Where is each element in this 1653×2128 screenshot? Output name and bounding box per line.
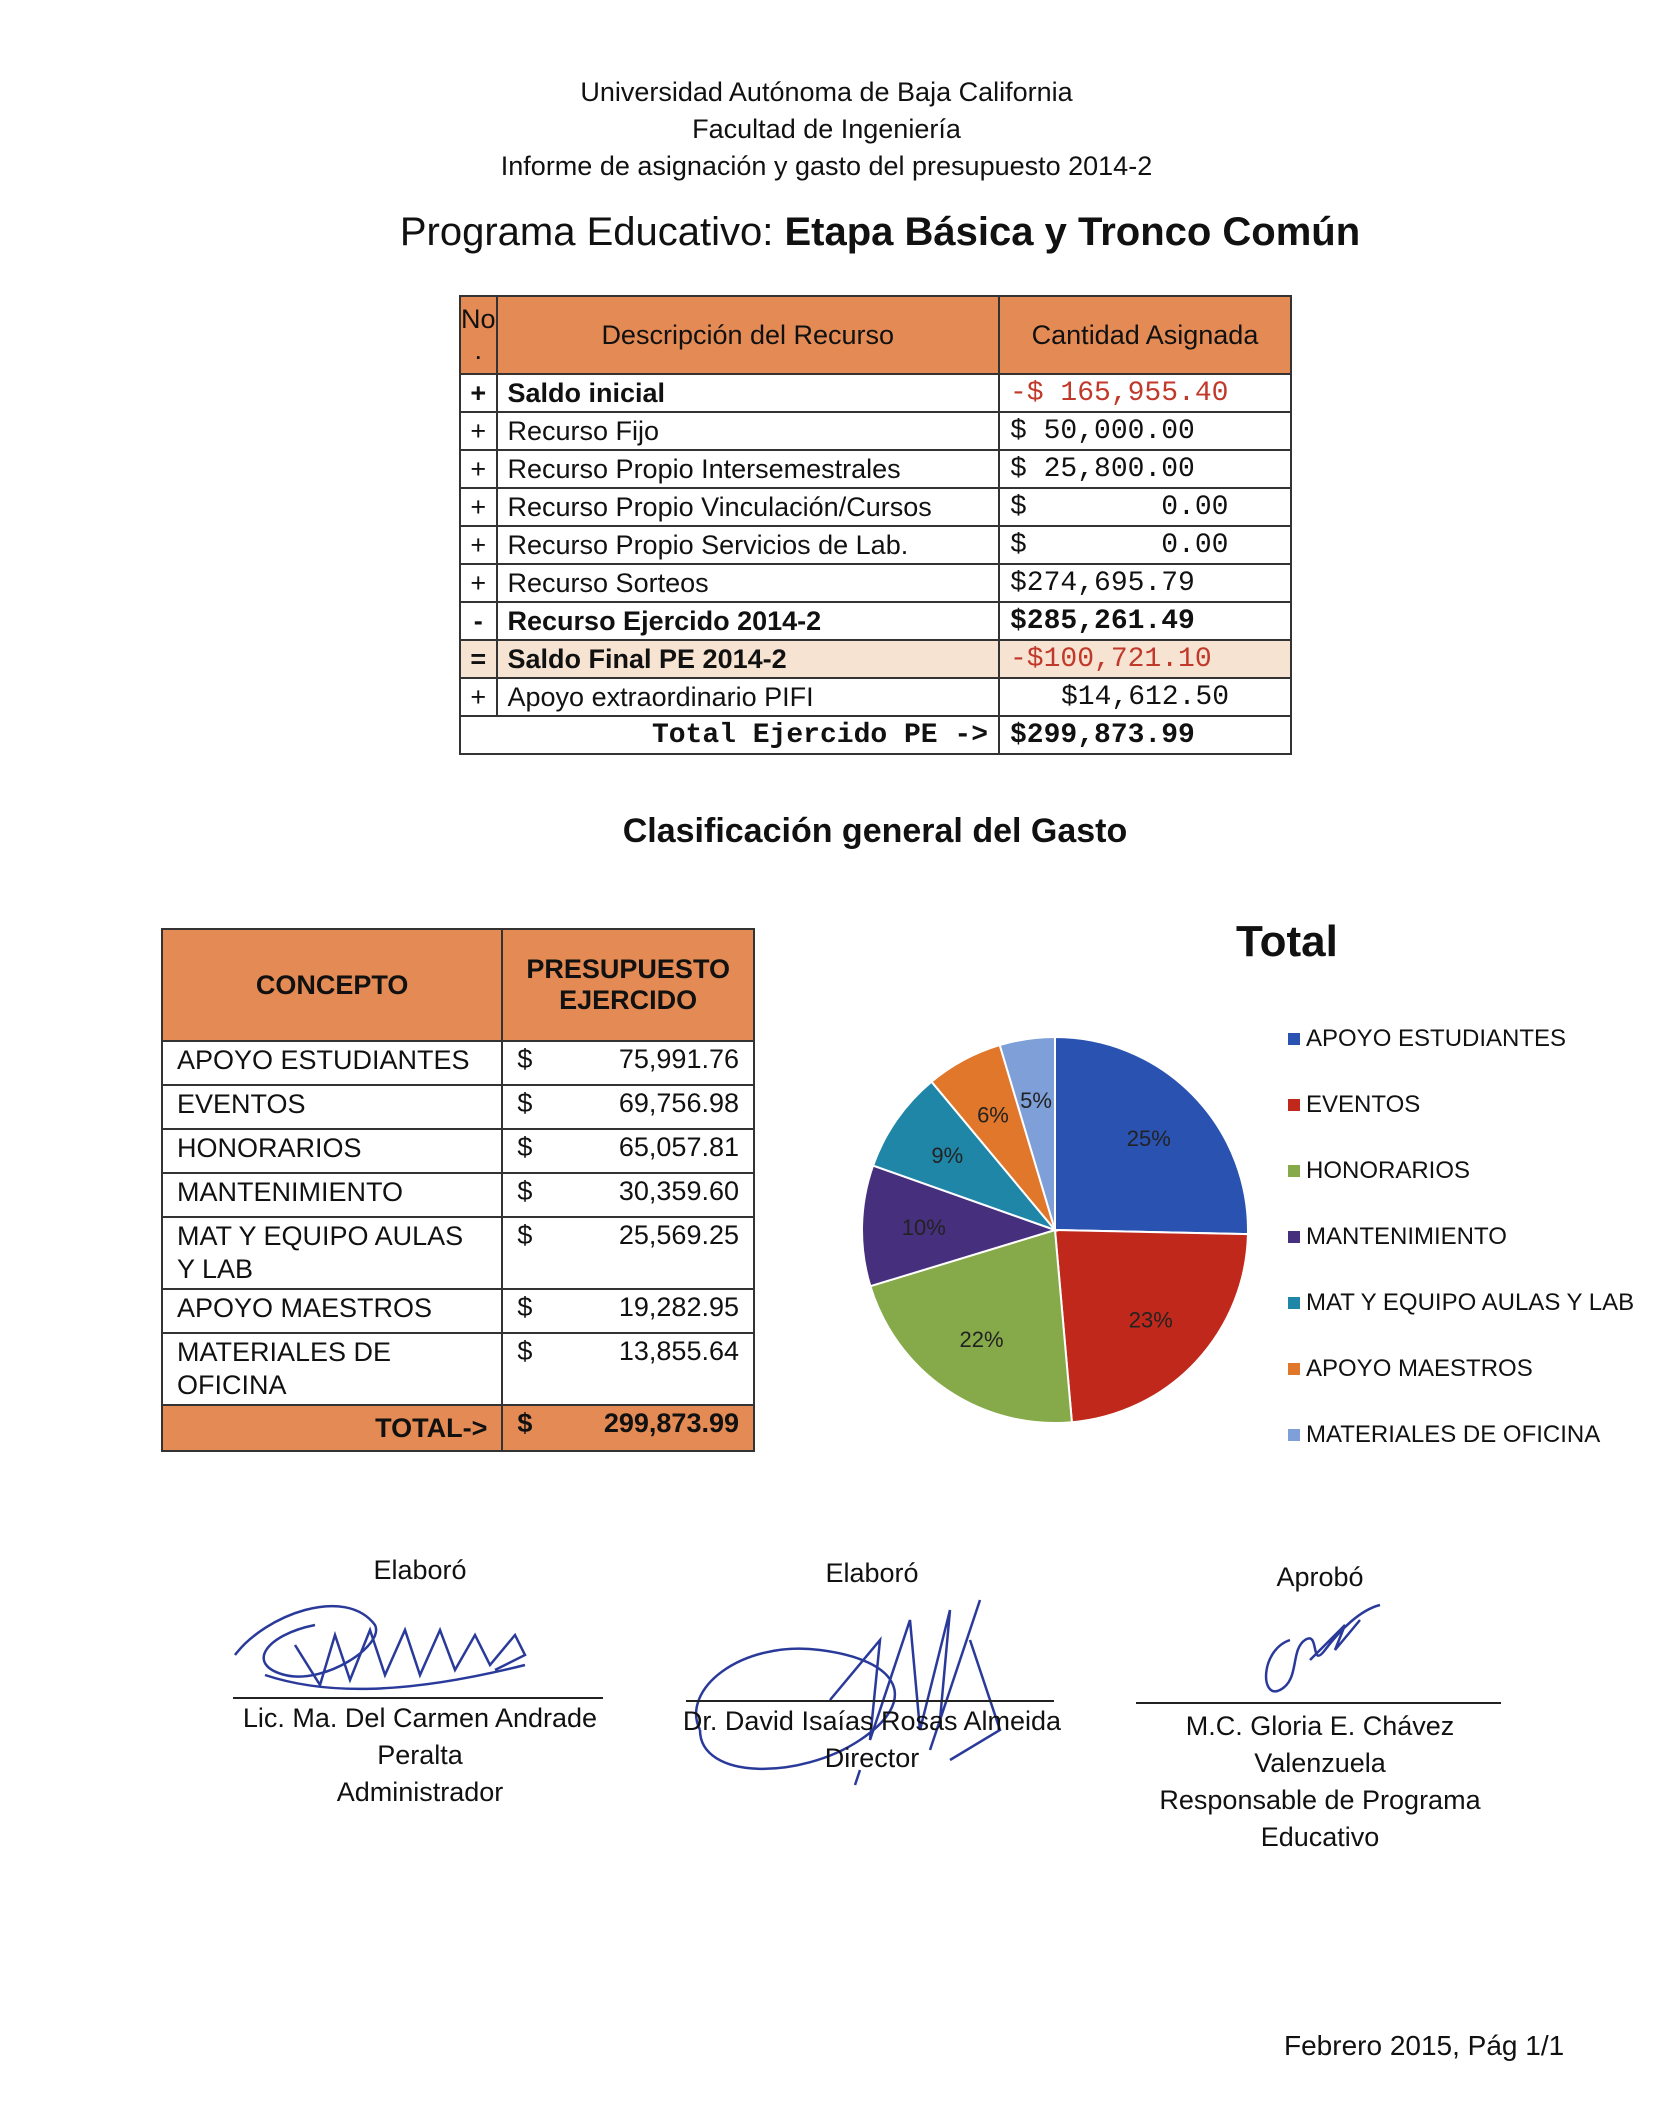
signature-name-block-1 (210, 1700, 630, 1811)
row-amount: $ 50,000.00 (999, 412, 1291, 450)
table-row (162, 1289, 754, 1333)
resources-table (459, 295, 1292, 755)
signature-name: M.C. Gloria E. Chávez (1185, 1711, 1455, 1741)
total-row (162, 1405, 754, 1451)
concept-cell: MATERIALES DE OFICINA (162, 1333, 502, 1405)
total-amount: 299,873.99 (549, 1405, 754, 1451)
pie-data-label: 10% (901, 1215, 946, 1241)
pie-data-label: 5% (1020, 1088, 1052, 1114)
legend-label: EVENTOS (1306, 1091, 1421, 1118)
row-sign: + (460, 678, 497, 716)
signature-title: Responsable de Programa (1159, 1785, 1481, 1815)
table-row (162, 1217, 754, 1289)
col-budget-header (502, 929, 754, 1041)
signature-role: Aprobó (1276, 1562, 1364, 1592)
col-amount-header: Cantidad Asignada (999, 296, 1291, 374)
page-footer: Febrero 2015, Pág 1/1 (1284, 2030, 1565, 2061)
gasto-header-row (162, 929, 754, 1041)
legend-swatch (1288, 1429, 1300, 1441)
row-amount: $14,612.50 (999, 678, 1291, 716)
row-desc: Recurso Fijo (497, 412, 999, 450)
legend-label: HONORARIOS (1306, 1157, 1471, 1184)
resources-header-row (460, 296, 1291, 374)
row-sign: = (460, 640, 497, 678)
col-no-label: No (461, 304, 496, 334)
currency-cell: $ (502, 1333, 548, 1405)
signature-name: Dr. David Isaías Rosas Almeida (682, 1706, 1062, 1736)
program-title (0, 210, 1653, 255)
legend-swatch (1288, 1033, 1300, 1045)
row-desc: Saldo inicial (497, 374, 999, 412)
total-amount: $299,873.99 (999, 716, 1291, 754)
amount-cell: 30,359.60 (549, 1173, 754, 1217)
legend-label: MANTENIMIENTO (1306, 1223, 1507, 1250)
amount-cell: 19,282.95 (549, 1289, 754, 1333)
row-desc: Saldo Final PE 2014-2 (497, 640, 999, 678)
currency-cell: $ (502, 1173, 548, 1217)
pie-data-label: 6% (977, 1102, 1009, 1128)
legend-label: MATERIALES DE OFICINA (1306, 1421, 1601, 1448)
amount-cell: 13,855.64 (549, 1333, 754, 1405)
signature-title-cont: Educativo (1260, 1822, 1380, 1852)
signature-name: Lic. Ma. Del Carmen Andrade (242, 1703, 598, 1733)
row-desc: Recurso Propio Intersemestrales (497, 450, 999, 488)
row-sign: + (460, 564, 497, 602)
legend-swatch (1288, 1231, 1300, 1243)
signature-scribble-3 (1250, 1590, 1390, 1710)
row-amount: -$ 165,955.40 (999, 374, 1291, 412)
legend-label: APOYO ESTUDIANTES (1306, 1025, 1567, 1052)
col-desc-header: Descripción del Recurso (497, 296, 999, 374)
legend-swatch (1288, 1165, 1300, 1177)
legend-swatch (1288, 1099, 1300, 1111)
currency-cell: $ (502, 1129, 548, 1173)
currency-cell: $ (502, 1041, 548, 1085)
row-desc: Apoyo extraordinario PIFI (497, 678, 999, 716)
university-name: Universidad Autónoma de Baja California (580, 77, 1073, 107)
pie-data-label: 25% (1126, 1126, 1171, 1152)
row-desc: Recurso Propio Vinculación/Cursos (497, 488, 999, 526)
concept-cell: HONORARIOS (162, 1129, 502, 1173)
pie-data-label: 23% (1128, 1307, 1173, 1333)
table-row (460, 640, 1291, 678)
row-sign: + (460, 374, 497, 412)
total-label: TOTAL-> (162, 1405, 502, 1451)
row-amount: $274,695.79 (999, 564, 1291, 602)
signature-name-cont: Valenzuela (1254, 1748, 1386, 1778)
table-row (460, 678, 1291, 716)
row-desc: Recurso Propio Servicios de Lab. (497, 526, 999, 564)
signature-line-1 (233, 1697, 603, 1699)
table-row (460, 488, 1291, 526)
legend-label: APOYO MAESTROS (1306, 1355, 1533, 1382)
legend-item (1288, 1223, 1507, 1251)
currency-cell: $ (502, 1217, 548, 1289)
concept-cell: MAT Y EQUIPO AULAS Y LAB (162, 1217, 502, 1289)
total-row (460, 716, 1291, 754)
table-row (162, 1041, 754, 1085)
signature-role: Elaboró (825, 1558, 919, 1588)
currency-cell: $ (502, 1289, 548, 1333)
report-title: Informe de asignación y gasto del presupuesto 2014-2 (500, 151, 1153, 181)
table-row (162, 1129, 754, 1173)
signature-line-3 (1136, 1702, 1501, 1704)
currency-cell: $ (502, 1085, 548, 1129)
concept-cell: MANTENIMIENTO (162, 1173, 502, 1217)
table-row (162, 1333, 754, 1405)
signature-line-2 (686, 1700, 1054, 1702)
col-concept-header: CONCEPTO (162, 929, 502, 1041)
signature-role: Elaboró (373, 1555, 467, 1585)
legend-swatch (1288, 1363, 1300, 1375)
row-amount: $ 25,800.00 (999, 450, 1291, 488)
amount-cell: 25,569.25 (549, 1217, 754, 1289)
legend-item (1288, 1289, 1634, 1317)
legend-item (1288, 1025, 1566, 1053)
legend-label: MAT Y EQUIPO AULAS Y LAB (1306, 1289, 1635, 1316)
table-row (460, 526, 1291, 564)
table-row (460, 564, 1291, 602)
amount-cell: 75,991.76 (549, 1041, 754, 1085)
row-sign: + (460, 412, 497, 450)
program-name: Etapa Básica y Tronco Común (784, 210, 1361, 254)
signature-name-block-2 (662, 1703, 1082, 1777)
col-budget-line1: PRESUPUESTO (526, 954, 730, 984)
col-budget-line2: EJERCIDO (559, 985, 698, 1015)
signature-name-block-3 (1110, 1708, 1530, 1856)
concept-cell: APOYO MAESTROS (162, 1289, 502, 1333)
concept-cell: APOYO ESTUDIANTES (162, 1041, 502, 1085)
amount-cell: 65,057.81 (549, 1129, 754, 1173)
program-label: Programa Educativo: (399, 210, 774, 254)
row-sign: + (460, 526, 497, 564)
currency-cell: $ (502, 1405, 548, 1451)
pie-chart (855, 1030, 1255, 1430)
col-no-dot: . (474, 335, 483, 365)
table-row (460, 450, 1291, 488)
table-row (460, 412, 1291, 450)
row-amount: $ 0.00 (999, 526, 1291, 564)
row-sign: - (460, 602, 497, 640)
concept-cell: EVENTOS (162, 1085, 502, 1129)
legend-item (1288, 1421, 1600, 1449)
row-amount: $285,261.49 (999, 602, 1291, 640)
row-amount: $ 0.00 (999, 488, 1291, 526)
table-row (162, 1173, 754, 1217)
row-sign: + (460, 450, 497, 488)
legend-item (1288, 1091, 1420, 1119)
table-row (162, 1085, 754, 1129)
faculty-name: Facultad de Ingeniería (692, 114, 961, 144)
chart-title: Total (1236, 917, 1338, 966)
row-amount: -$100,721.10 (999, 640, 1291, 678)
pie-data-label: 22% (959, 1326, 1004, 1352)
legend-item (1288, 1157, 1470, 1185)
amount-cell: 69,756.98 (549, 1085, 754, 1129)
signature-name-cont: Peralta (377, 1740, 463, 1770)
section-title: Clasificación general del Gasto (622, 812, 1128, 850)
col-no-header (460, 296, 497, 374)
row-desc: Recurso Sorteos (497, 564, 999, 602)
legend-item (1288, 1355, 1533, 1383)
gasto-table (161, 928, 755, 1452)
signature-title: Administrador (336, 1777, 504, 1807)
row-sign: + (460, 488, 497, 526)
signature-title: Director (824, 1743, 920, 1773)
table-row (460, 374, 1291, 412)
row-desc: Recurso Ejercido 2014-2 (497, 602, 999, 640)
table-row (460, 602, 1291, 640)
legend-swatch (1288, 1297, 1300, 1309)
pie-data-label: 9% (931, 1142, 964, 1168)
total-label: Total Ejercido PE -> (460, 716, 999, 754)
